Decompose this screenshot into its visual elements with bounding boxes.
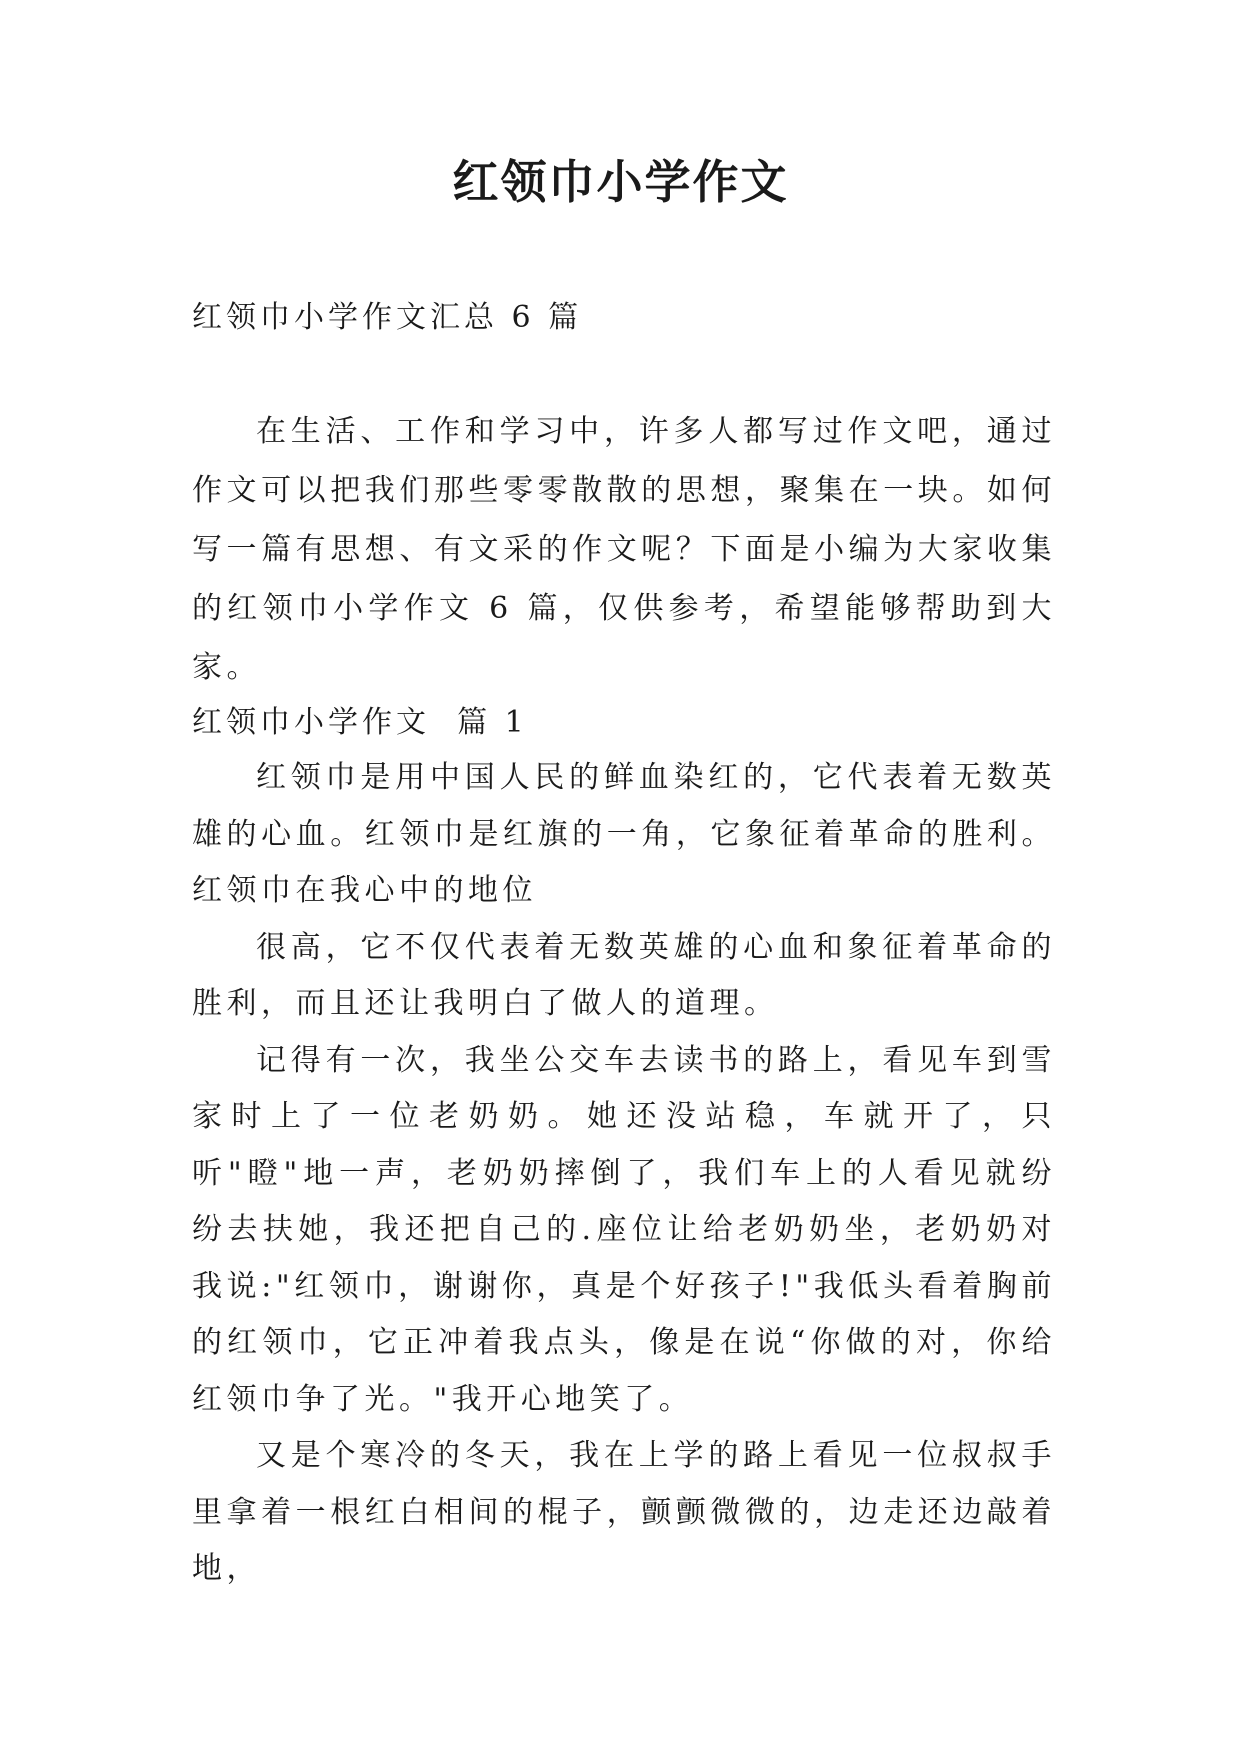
- document-subtitle: 红领巾小学作文汇总 6 篇: [192, 300, 583, 335]
- body-paragraph: 记得有一次，我坐公交车去读书的路上，看见车到雪家时上了一位老奶奶。她还没站稳，车就开了，只听"瞪"地一声，老奶奶摔倒了，我们车上的人看见就纷纷去扶她，我还把自己的.座位让给老奶奶坐，老奶奶对我说:"红领巾，谢谢你，真是个好孩子!"我低头看着胸前的红领巾，它正冲着我点头，像是在说“你做的对，你给红领巾争了光。"我开心地笑了。: [192, 1042, 1056, 1417]
- section-heading: 红领巾小学作文 篇 1: [192, 705, 528, 740]
- essay-body: [192, 750, 1056, 1598]
- document-title: 红领巾小学作文: [452, 155, 789, 209]
- body-paragraph: 红领巾是用中国人民的鲜血染红的，它代表着无数英雄的心血。红领巾是红旗的一角，它象征着革命的胜利。红领巾在我心中的地位: [192, 760, 1056, 908]
- body-paragraph: 又是个寒冷的冬天，我在上学的路上看见一位叔叔手里拿着一根红白相间的棍子，颤颤微微的，边走还边敲着地，: [192, 1438, 1056, 1586]
- intro-paragraph: 在生活、工作和学习中，许多人都写过作文吧，通过作文可以把我们那些零零散散的思想，聚集在一块。如何写一篇有思想、有文采的作文呢？下面是小编为大家收集的红领巾小学作文 6 篇，仅供参考，希望能够帮助到大家。: [192, 414, 1056, 685]
- body-paragraph: 很高，它不仅代表着无数英雄的心血和象征着革命的胜利，而且还让我明白了做人的道理。: [192, 929, 1056, 1021]
